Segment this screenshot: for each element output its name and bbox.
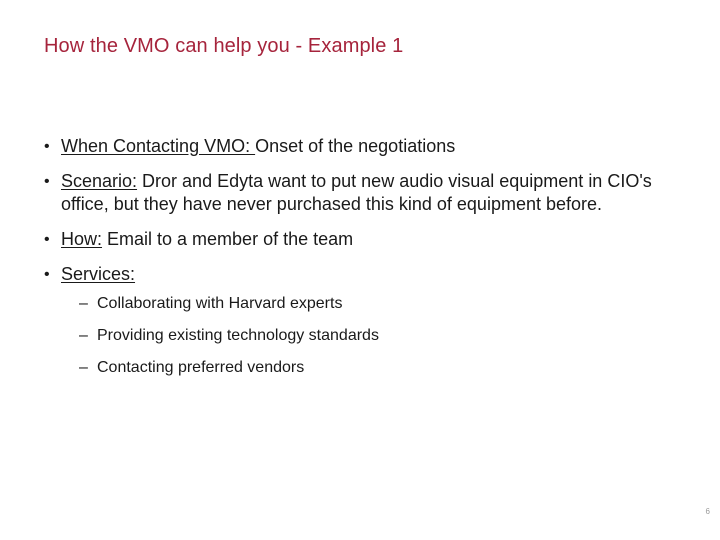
bullet-label: When Contacting VMO: [61, 136, 256, 156]
bullet-text: Email to a member of the team [102, 229, 354, 249]
bullet-label: How: [61, 229, 103, 249]
bullet-scenario [44, 170, 684, 216]
bullet-text: Dror and Edyta want to put new audio visual equipment in CIO's office, but they have never purchased this kind of equipment before. [61, 171, 652, 214]
bullet-how [44, 228, 684, 251]
service-item: – Collaborating with Harvard experts [79, 294, 684, 314]
services-list [61, 294, 684, 378]
bullet-label: Scenario: [61, 171, 138, 191]
bullet-text: Onset of the negotiations [255, 136, 456, 156]
slide-title: How the VMO can help you - Example 1 [44, 35, 404, 57]
bullet-list [44, 135, 684, 390]
page-number: 6 [705, 507, 710, 516]
service-item: – Contacting preferred vendors [79, 358, 684, 378]
service-item: – Providing existing technology standards [79, 326, 684, 346]
bullet-services [44, 263, 684, 378]
bullet-when-contacting [44, 135, 684, 158]
bullet-label: Services: [61, 264, 136, 284]
